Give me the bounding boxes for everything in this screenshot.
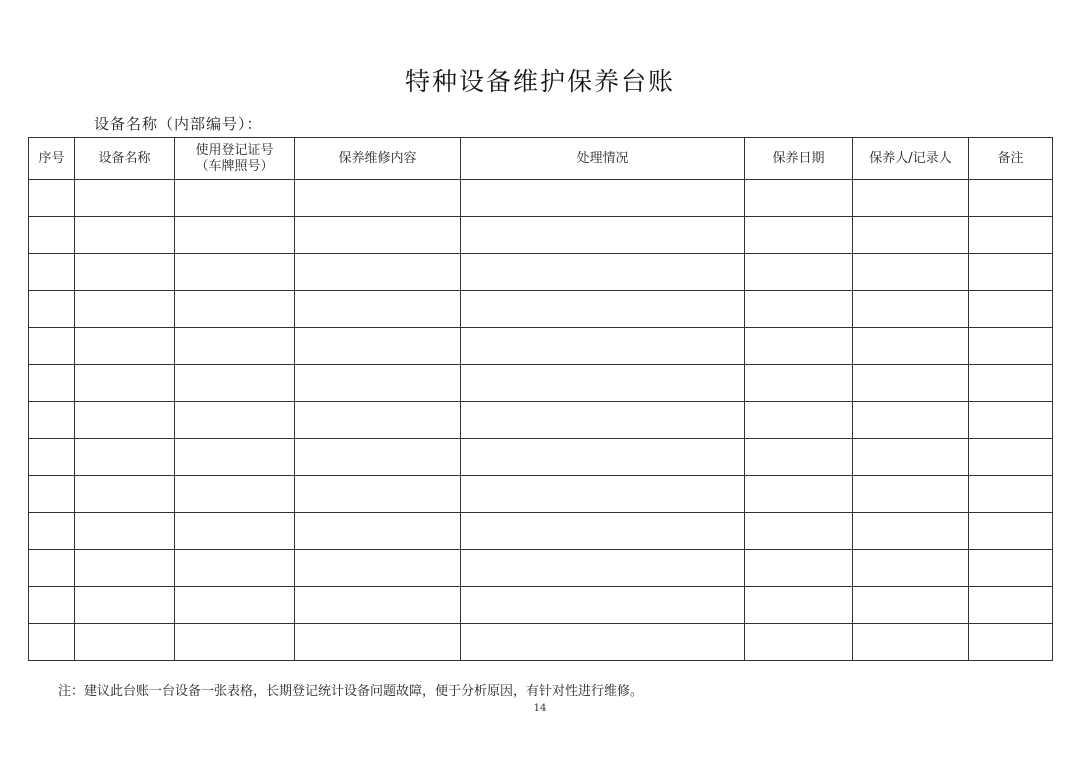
table-cell[interactable] [461, 291, 745, 328]
table-cell[interactable] [969, 254, 1053, 291]
table-cell[interactable] [745, 513, 853, 550]
table-cell[interactable] [75, 587, 175, 624]
table-row [29, 550, 1053, 587]
table-cell[interactable] [745, 328, 853, 365]
table-cell[interactable] [29, 513, 75, 550]
table-cell[interactable] [461, 180, 745, 217]
table-cell[interactable] [295, 217, 461, 254]
table-cell[interactable] [295, 587, 461, 624]
table-row [29, 402, 1053, 439]
table-cell[interactable] [175, 328, 295, 365]
table-cell[interactable] [853, 550, 969, 587]
table-cell[interactable] [461, 254, 745, 291]
table-cell[interactable] [969, 291, 1053, 328]
table-cell[interactable] [175, 513, 295, 550]
table-cell[interactable] [75, 624, 175, 661]
header-equipment-name: 设备名称 [75, 138, 175, 180]
table-cell[interactable] [969, 513, 1053, 550]
table-cell[interactable] [969, 328, 1053, 365]
table-row [29, 328, 1053, 365]
table-cell[interactable] [969, 180, 1053, 217]
table-cell[interactable] [175, 439, 295, 476]
table-cell[interactable] [969, 624, 1053, 661]
table-cell[interactable] [175, 587, 295, 624]
table-cell[interactable] [461, 587, 745, 624]
table-cell[interactable] [295, 402, 461, 439]
table-cell[interactable] [745, 624, 853, 661]
table-cell[interactable] [29, 439, 75, 476]
table-cell[interactable] [461, 402, 745, 439]
table-cell[interactable] [461, 476, 745, 513]
table-cell[interactable] [29, 402, 75, 439]
table-cell[interactable] [745, 217, 853, 254]
table-cell[interactable] [853, 587, 969, 624]
table-cell[interactable] [175, 402, 295, 439]
table-cell[interactable] [75, 291, 175, 328]
table-cell[interactable] [969, 587, 1053, 624]
table-row [29, 365, 1053, 402]
table-cell[interactable] [295, 180, 461, 217]
table-cell[interactable] [745, 365, 853, 402]
table-cell[interactable] [29, 291, 75, 328]
table-cell[interactable] [75, 217, 175, 254]
header-registration-number: 使用登记证号 （车牌照号） [175, 138, 295, 180]
footnote: 注：建议此台账一台设备一张表格，长期登记统计设备问题故障，便于分析原因，有针对性进行维修。 [58, 684, 644, 699]
table-cell[interactable] [295, 328, 461, 365]
table-cell[interactable] [745, 291, 853, 328]
table-header-row [29, 138, 1053, 180]
header-maintainer-recorder: 保养人/记录人 [853, 138, 969, 180]
table-cell[interactable] [853, 365, 969, 402]
table-cell[interactable] [75, 550, 175, 587]
header-serial-number: 序号 [29, 138, 75, 180]
table-cell[interactable] [969, 476, 1053, 513]
table-row [29, 291, 1053, 328]
table-cell[interactable] [745, 550, 853, 587]
table-row [29, 254, 1053, 291]
table-cell[interactable] [853, 513, 969, 550]
table-cell[interactable] [745, 439, 853, 476]
table-cell[interactable] [29, 180, 75, 217]
table-row [29, 180, 1053, 217]
table-cell[interactable] [853, 217, 969, 254]
table-cell[interactable] [969, 365, 1053, 402]
table-cell[interactable] [75, 476, 175, 513]
page-title: 特种设备维护保养台账 [404, 67, 675, 96]
table-cell[interactable] [295, 291, 461, 328]
table-cell[interactable] [745, 180, 853, 217]
header-maintenance-date: 保养日期 [745, 138, 853, 180]
table-cell[interactable] [29, 624, 75, 661]
table-cell[interactable] [461, 365, 745, 402]
table-cell[interactable] [745, 476, 853, 513]
header-remarks: 备注 [969, 138, 1053, 180]
header-handling-status: 处理情况 [461, 138, 745, 180]
table-cell[interactable] [969, 550, 1053, 587]
table-cell[interactable] [29, 587, 75, 624]
table-cell[interactable] [853, 476, 969, 513]
table-cell[interactable] [853, 439, 969, 476]
maintenance-ledger-table [28, 137, 1053, 661]
table-cell[interactable] [295, 365, 461, 402]
table-cell[interactable] [853, 328, 969, 365]
table-cell[interactable] [461, 439, 745, 476]
table-cell[interactable] [75, 513, 175, 550]
table-cell[interactable] [75, 328, 175, 365]
table-cell[interactable] [29, 365, 75, 402]
table-cell[interactable] [29, 476, 75, 513]
table-cell[interactable] [295, 476, 461, 513]
table-cell[interactable] [29, 328, 75, 365]
table-row [29, 624, 1053, 661]
table-row [29, 217, 1053, 254]
table-cell[interactable] [295, 550, 461, 587]
table-cell[interactable] [29, 254, 75, 291]
table-cell[interactable] [969, 402, 1053, 439]
table-cell[interactable] [75, 365, 175, 402]
table-cell[interactable] [461, 550, 745, 587]
table-cell[interactable] [461, 217, 745, 254]
table-row [29, 587, 1053, 624]
table-cell[interactable] [853, 402, 969, 439]
table-cell[interactable] [461, 513, 745, 550]
table-cell[interactable] [175, 254, 295, 291]
table-row [29, 476, 1053, 513]
table-cell[interactable] [853, 254, 969, 291]
table-cell[interactable] [175, 624, 295, 661]
table-cell[interactable] [853, 180, 969, 217]
table-cell[interactable] [175, 217, 295, 254]
table-cell[interactable] [75, 254, 175, 291]
table-cell[interactable] [295, 439, 461, 476]
table-cell[interactable] [175, 550, 295, 587]
table-cell[interactable] [745, 402, 853, 439]
table-cell[interactable] [75, 180, 175, 217]
table-cell[interactable] [461, 624, 745, 661]
table-cell[interactable] [75, 402, 175, 439]
table-row [29, 439, 1053, 476]
table-row [29, 513, 1053, 550]
table-cell[interactable] [29, 217, 75, 254]
table-cell[interactable] [295, 513, 461, 550]
table-cell[interactable] [853, 624, 969, 661]
table-cell[interactable] [853, 291, 969, 328]
table-cell[interactable] [175, 180, 295, 217]
equipment-name-label: 设备名称（内部编号）： [94, 115, 263, 133]
table-cell[interactable] [295, 624, 461, 661]
table-cell[interactable] [75, 439, 175, 476]
page-number: 14 [533, 703, 547, 714]
table-cell[interactable] [29, 550, 75, 587]
table-cell[interactable] [175, 365, 295, 402]
header-maintenance-content: 保养维修内容 [295, 138, 461, 180]
table-cell[interactable] [969, 217, 1053, 254]
table-cell[interactable] [745, 587, 853, 624]
table-cell[interactable] [175, 291, 295, 328]
table-cell[interactable] [745, 254, 853, 291]
table-cell[interactable] [461, 328, 745, 365]
table-cell[interactable] [175, 476, 295, 513]
table-cell[interactable] [969, 439, 1053, 476]
table-cell[interactable] [295, 254, 461, 291]
